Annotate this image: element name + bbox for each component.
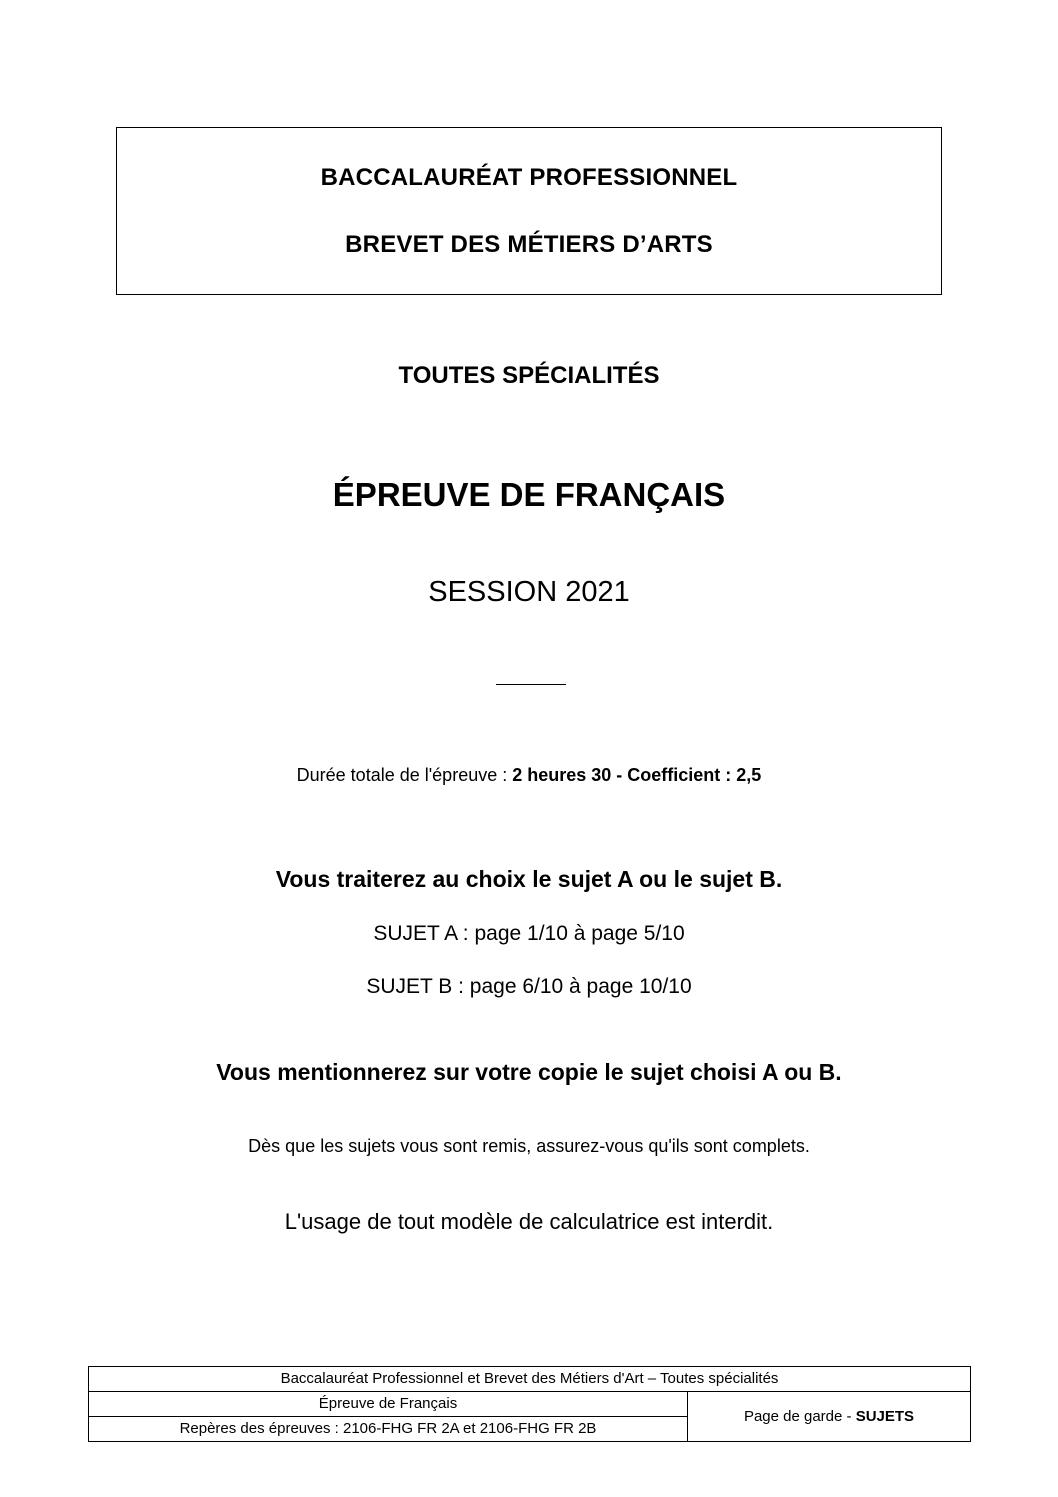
footer-row-subject — [89, 1392, 971, 1417]
footer-row-exam — [89, 1367, 971, 1392]
footer-exam-name: Baccalauréat Professionnel et Brevet des Métiers d'Art – Toutes spécialités — [89, 1367, 971, 1392]
footer-page-label — [688, 1392, 971, 1442]
exam-title: ÉPREUVE DE FRANÇAIS — [332, 476, 726, 513]
completeness-note: Dès que les sujets vous sont remis, assurez-vous qu'ils sont complets. — [248, 1136, 810, 1156]
subject-a-pages: SUJET A : page 1/10 à page 5/10 — [373, 922, 685, 945]
duration-prefix: Durée totale de l'épreuve : — [296, 765, 513, 785]
diploma-subtitle: BREVET DES MÉTIERS D’ARTS — [345, 231, 713, 258]
duration-value: 2 heures 30 - Coefficient : 2,5 — [512, 765, 762, 785]
subject-b-pages: SUJET B : page 6/10 à page 10/10 — [366, 975, 692, 998]
calculator-rule: L'usage de tout modèle de calculatrice est interdit. — [284, 1209, 774, 1234]
footer-table — [88, 1366, 971, 1442]
footer-page-prefix: Page de garde - — [743, 1407, 856, 1425]
footer-references: Repères des épreuves : 2106-FHG FR 2A et 2106-FHG FR 2B — [89, 1417, 688, 1442]
mention-instruction: Vous mentionnerez sur votre copie le sujet choisi A ou B. — [216, 1059, 842, 1085]
footer-page-type: SUJETS — [855, 1407, 915, 1425]
separator-rule — [496, 684, 566, 685]
duration-line — [0, 765, 1058, 786]
diploma-title: BACCALAURÉAT PROFESSIONNEL — [320, 164, 738, 191]
title-box — [116, 127, 942, 295]
footer-subject: Épreuve de Français — [89, 1392, 688, 1417]
choice-instruction: Vous traiterez au choix le sujet A ou le sujet B. — [275, 866, 783, 892]
specialites-heading: TOUTES SPÉCIALITÉS — [398, 362, 660, 389]
session-label: SESSION 2021 — [428, 576, 630, 608]
